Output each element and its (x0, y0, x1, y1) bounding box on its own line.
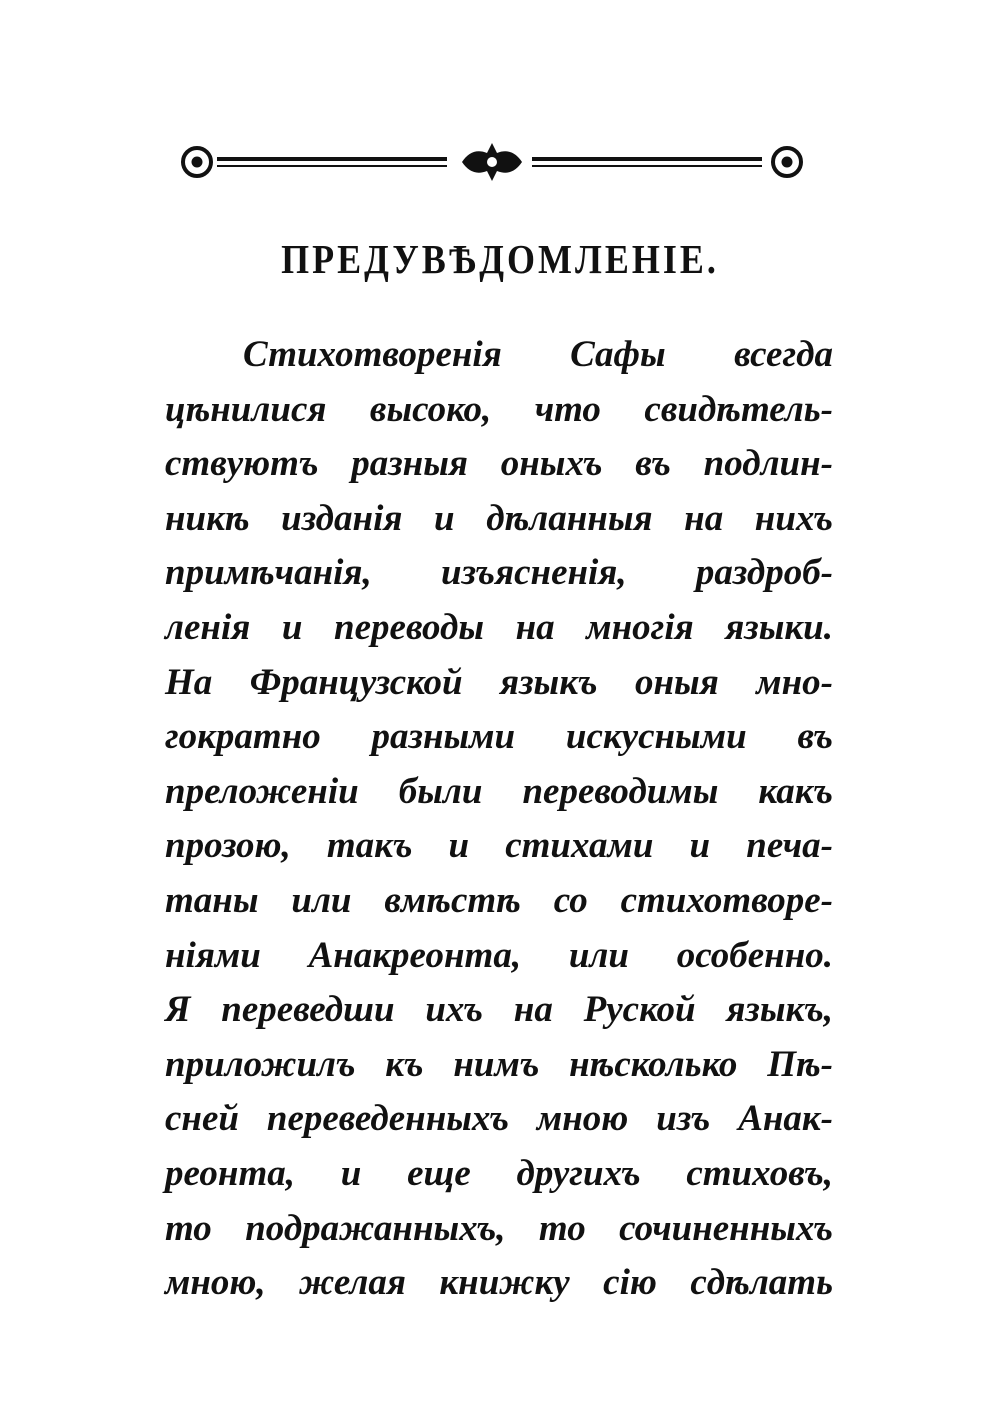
text-line: Я переведши ихъ на Руской языкъ, (165, 989, 833, 1031)
text-line: то подражанныхъ, то сочиненныхъ (165, 1207, 833, 1249)
text-line: сней переведенныхъ мною изъ Анак- (165, 1098, 833, 1140)
text-line: ствуютъ разныя оныхъ въ подлин- (165, 443, 833, 485)
text-line: На Французской языкъ оныя мно- (165, 661, 833, 703)
text-line: приложилъ къ нимъ нѣсколько Пѣ- (165, 1043, 833, 1085)
body-text (165, 328, 833, 1311)
text-line: цѣнилися высоко, что свидѣтель- (165, 388, 833, 430)
text-line: никѣ изданія и дѣланныя на нихъ (165, 497, 833, 539)
text-line: гократно разными искусными въ (165, 716, 833, 758)
text-line: таны или вмѣстѣ со стихотворе- (165, 879, 833, 921)
headpiece-ornament (172, 135, 812, 187)
text-line: преложеніи были переводимы какъ (165, 770, 833, 812)
text-line: Стихотворенія Сафы всегда (243, 334, 833, 375)
text-line: мною, желая книжку сію сдѣлать (165, 1262, 833, 1304)
text-line: ленія и переводы на многія языки. (165, 606, 833, 648)
text-line: реонта, и еще другихъ стиховъ, (165, 1152, 833, 1194)
page-title: ПРЕДУВѢДОМЛЕНІЕ. (281, 236, 719, 282)
text-line: прозою, такъ и стихами и печа- (165, 825, 833, 867)
text-line: ніями Анакреонта, или особенно. (165, 934, 833, 976)
text-line: примѣчанія, изъясненія, раздроб- (165, 552, 833, 594)
